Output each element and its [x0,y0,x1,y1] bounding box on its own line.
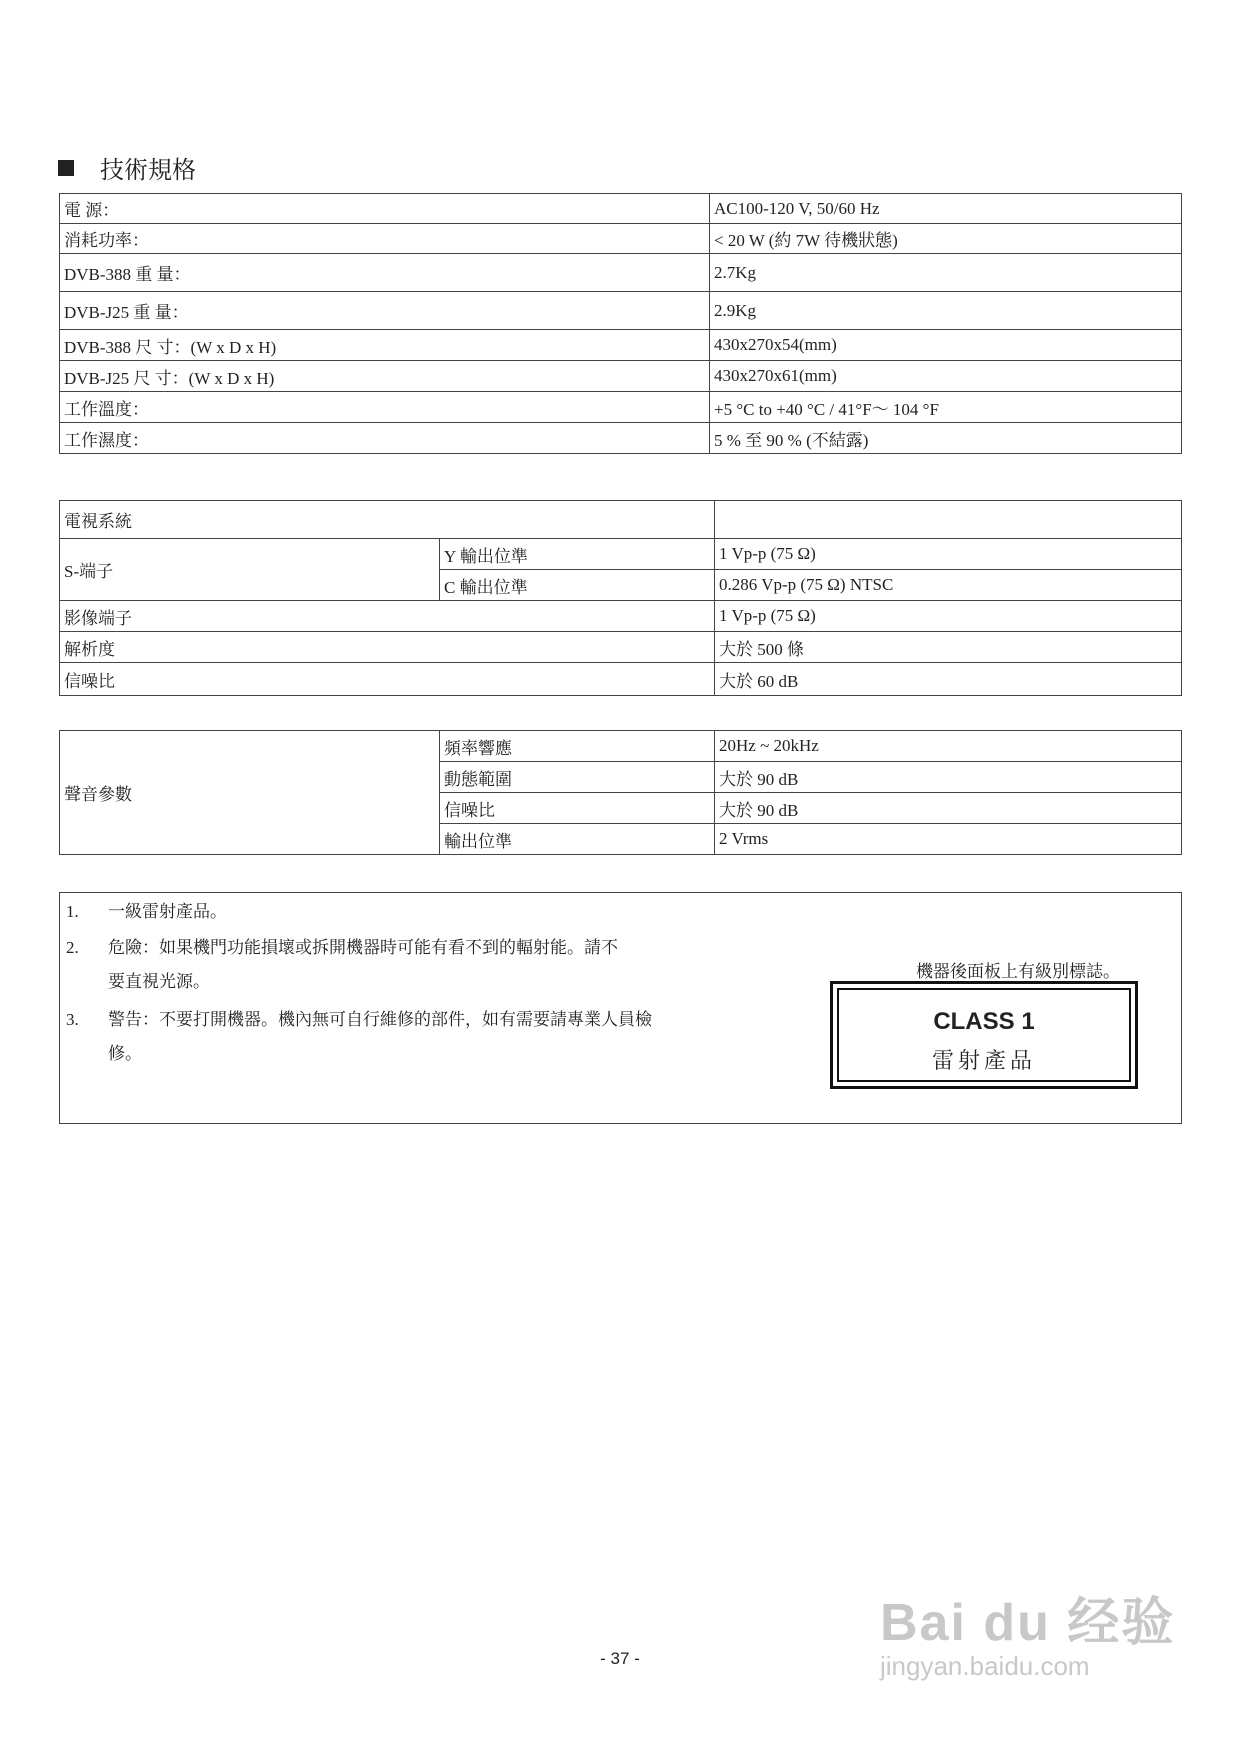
watermark-url: jingyan.baidu.com [880,1651,1090,1681]
spec-label: 影像端子 [60,601,715,632]
spec-value: +5 °C to +40 °C / 41°F～ 104 °F [710,392,1182,423]
note-text-continued: 修。 [108,1044,142,1063]
spec-label: 工作溫度： [60,392,710,423]
watermark-logo: Bai du 经验 [880,1594,1176,1652]
spec-value: 2 Vrms [715,824,1182,855]
spec-value: 0.286 Vp-p (75 Ω) NTSC [715,570,1182,601]
square-bullet-icon [58,160,74,176]
table-row [60,601,1182,632]
spec-sublabel: 動態範圍 [440,762,715,793]
spec-label: DVB-388 尺 寸：(W x D x H) [60,330,710,361]
laser-class-label-inner [837,988,1131,1082]
spec-label: 消耗功率： [60,224,710,254]
spec-label: DVB-388 重 量： [60,254,710,292]
table-row [60,539,1182,570]
spec-table-audio [59,730,1182,855]
watermark [880,1580,1175,1682]
laser-product-text: 雷射產品 [931,1048,1036,1073]
empty-cell [715,501,1182,539]
table-row [60,663,1182,696]
table-row [60,292,1182,330]
spec-value: 大於 90 dB [715,762,1182,793]
spec-table-video [59,500,1182,696]
note-number: 2. [66,938,79,957]
spec-value: 20Hz ~ 20kHz [715,731,1182,762]
section-title-text: 技術規格 [100,158,196,184]
section-title [58,150,196,185]
table-row [60,731,1182,762]
laser-label-caption: 機器後面板上有級別標誌。 [916,962,1120,981]
spec-value: < 20 W (約 7W 待機狀態) [710,224,1182,254]
spec-sublabel: C 輸出位準 [440,570,715,601]
spec-label: 工作濕度： [60,423,710,454]
safety-notes-box [59,892,1182,1124]
spec-label: 電 源： [60,194,710,224]
table-row [60,632,1182,663]
spec-value: 大於 90 dB [715,793,1182,824]
spec-value: 大於 60 dB [715,663,1182,696]
spec-value: AC100-120 V, 50/60 Hz [710,194,1182,224]
spec-table-general [59,193,1182,454]
table-row [60,501,1182,539]
spec-value: 1 Vp-p (75 Ω) [715,539,1182,570]
note-text: 警告：不要打開機器。機內無可自行維修的部件，如有需要請專業人員檢 [108,1010,652,1029]
table-row [60,423,1182,454]
note-text-continued: 要直視光源。 [108,972,210,991]
note-item [66,1003,786,1071]
spec-label: 聲音參數 [60,731,440,855]
laser-class-label [830,981,1138,1089]
table-row [60,254,1182,292]
table-row [60,392,1182,423]
note-number: 3. [66,1010,79,1029]
spec-sublabel: Y 輸出位準 [440,539,715,570]
note-item [66,895,786,929]
spec-sublabel: 信噪比 [440,793,715,824]
spec-value: 2.7Kg [710,254,1182,292]
spec-label: DVB-J25 重 量： [60,292,710,330]
spec-sublabel: 頻率響應 [440,731,715,762]
spec-label: S-端子 [60,539,440,601]
spec-value: 1 Vp-p (75 Ω) [715,601,1182,632]
spec-label: DVB-J25 尺 寸：(W x D x H) [60,361,710,392]
laser-class-text: CLASS 1 [933,1008,1035,1035]
spec-value: 5 % 至 90 % (不結露) [710,423,1182,454]
spec-value: 2.9Kg [710,292,1182,330]
note-text: 危險：如果機門功能損壞或拆開機器時可能有看不到的輻射能。請不 [108,938,618,957]
table-header: 電視系統 [60,501,715,539]
table-row [60,330,1182,361]
spec-sublabel: 輸出位準 [440,824,715,855]
spec-label: 解析度 [60,632,715,663]
spec-value: 430x270x61(mm) [710,361,1182,392]
table-row [60,194,1182,224]
note-item [66,931,786,999]
note-text: 一級雷射產品。 [108,902,227,921]
spec-value: 430x270x54(mm) [710,330,1182,361]
page-number: - 37 - [600,1649,640,1668]
spec-value: 大於 500 條 [715,632,1182,663]
note-number: 1. [66,902,79,921]
table-row [60,361,1182,392]
spec-label: 信噪比 [60,663,715,696]
table-row [60,224,1182,254]
